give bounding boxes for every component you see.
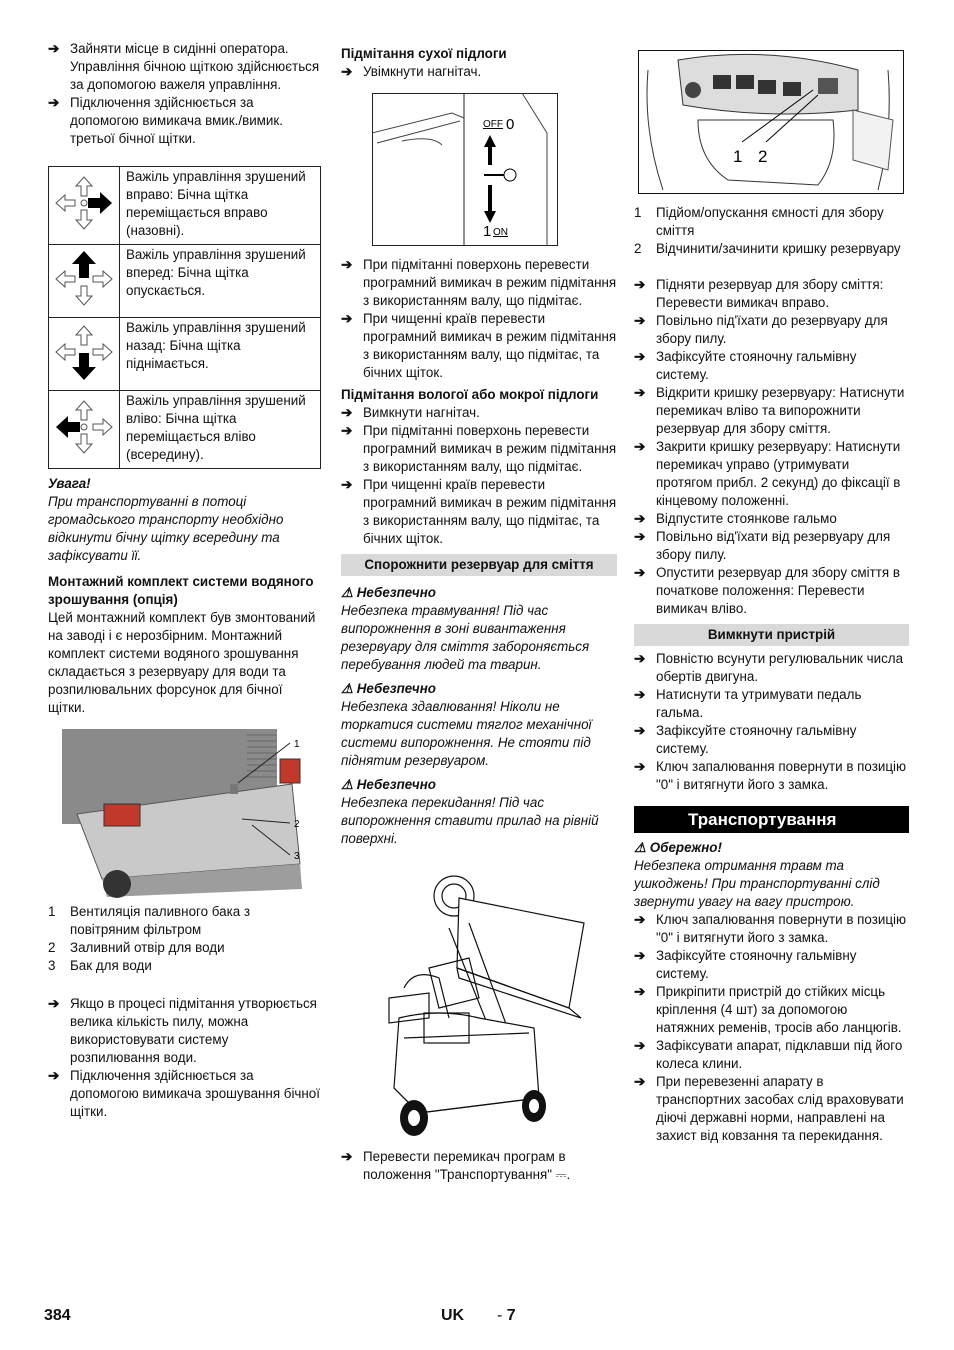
switch-on-label: ON [493, 227, 508, 238]
arrow-bullet-icon: ➔ [634, 511, 646, 526]
water-tank-photo [62, 729, 320, 899]
list-item: ➔ Ключ запалювання повернути в позицію "0" і витягнути його з замка. [634, 912, 907, 945]
transport-heading: Транспортування [634, 806, 909, 833]
column-1 [48, 40, 321, 1121]
legend-item: 3 Бак для води [48, 958, 152, 973]
list-item: ➔ Ключ запалювання повернути в позицію "0" і витягнути його з замка. [634, 759, 907, 792]
callout-2: 2 [758, 147, 768, 166]
list-item: ➔ Зайняти місце в сидінні оператора. Управління бічною щіткою здійснюється за допомогою важеля управління. [48, 41, 320, 92]
arrow-bullet-icon: ➔ [634, 759, 646, 774]
list-item: ➔ При чищенні країв перевести програмний вимикач в режим підмітання з використанням валу, що підмітає, та бічних щіток. [341, 477, 617, 546]
list-item: ➔ Прикріпити пристрій до стійких місць кріплення (4 шт) за допомогою натяжних ременів, тросів або ланцюгів. [634, 984, 902, 1035]
callout-1: 1 [733, 147, 743, 166]
list-item: ➔ Повільно під'їхати до резервуару для збору пилу. [634, 313, 888, 346]
arrow-bullet-icon: ➔ [48, 41, 60, 56]
sweeper-dump-illustration [359, 868, 609, 1138]
arrow-bullet-icon: ➔ [341, 64, 353, 79]
arrow-bullet-icon: ➔ [341, 477, 353, 492]
switch-off-label: OFF [483, 119, 503, 130]
list-item: ➔ Повільно від'їхати від резервуару для збору пилу. [634, 529, 891, 562]
table-row: Важіль управління зрушений вперед: Бічна щітка опускається. [49, 245, 321, 318]
switch-one-label: 1 [483, 223, 492, 240]
callout-1: 1 [294, 739, 300, 750]
arrow-bullet-icon: ➔ [341, 257, 353, 272]
table-row: Важіль управління зрушений назад: Бічна щітка піднімається. [49, 318, 321, 391]
transport-mode-icon: ⎓ [555, 1167, 567, 1182]
arrow-bullet-icon: ➔ [634, 948, 646, 963]
dry-sweeping-heading: Підмітання сухої підлоги [341, 46, 507, 61]
arrow-bullet-icon: ➔ [48, 1068, 60, 1083]
arrow-bullet-icon: ➔ [634, 439, 646, 454]
list-item: ➔ При перевезенні апарату в транспортних засобах слід враховувати діючі державні норми, направлені на захист від ковзання та перекидання. [634, 1074, 904, 1143]
list-item: ➔ Відпустите стоянкове гальмо [634, 511, 837, 526]
legend-item: 1 Вентиляція паливного бака з повітряним фільтром [48, 904, 251, 937]
column-2 [341, 45, 617, 1184]
arrow-bullet-icon: ➔ [634, 651, 646, 666]
list-item: ➔ Відкрити кришку резервуару: Натиснути перемикач вліво та випорожнити резервуар для збору сміття. [634, 385, 905, 436]
warning-triangle-icon: ⚠ [341, 585, 354, 600]
column-3 [634, 50, 909, 1145]
wet-sweeping-heading: Підмітання вологої або мокрої підлоги [341, 387, 599, 402]
arrow-bullet-icon: ➔ [634, 385, 646, 400]
kit-text: Цей монтажний комплект був змонтований на заводі і є нерозбірним. Монтажний комплект системи водяного зрошування складається з резервуару для води та розпилювальних форсунок для бічної щітки. [48, 610, 316, 715]
page-number: 384 [44, 1307, 71, 1324]
danger-label: ⚠ Небезпечно [341, 585, 436, 600]
control-panel-photo [638, 50, 904, 194]
arrow-bullet-icon: ➔ [341, 423, 353, 438]
list-item: ➔ Зафіксуйте стояночну гальмівну систему. [634, 349, 857, 382]
list-item: ➔ Підключення здійснюється за допомогою вимикача вмик./вимик. третьої бічної щітки. [48, 95, 283, 146]
arrow-bullet-icon: ➔ [634, 687, 646, 702]
list-item: ➔ Підняти резервуар для збору сміття: Перевести вимикач вправо. [634, 277, 884, 310]
caution-label: ⚠ Обережно! [634, 840, 722, 855]
arrow-bullet-icon: ➔ [341, 311, 353, 326]
callout-3: 3 [294, 851, 300, 862]
arrow-left-icon [49, 391, 120, 469]
arrow-bullet-icon: ➔ [634, 1074, 646, 1089]
table-row: Важіль управління зрушений вправо: Бічна щітка переміщається вправо (назовні). [49, 167, 321, 245]
danger-text: Небезпека перекидання! Під час випорожнення ставити прилад на рівній поверхні. [341, 795, 599, 846]
list-item: ➔ Увімкнути нагнітач. [341, 64, 482, 79]
list-item: ➔ Зафіксувати апарат, підклавши під його колеса клини. [634, 1038, 903, 1071]
legend-item: 1 Підйом/опускання ємності для збору сміття [634, 205, 884, 238]
list-item: ➔ Зафіксуйте стояночну гальмівну систему. [634, 723, 857, 756]
arrow-bullet-icon: ➔ [48, 996, 60, 1011]
switch-off-heading: Вимкнути пристрій [634, 624, 909, 646]
arrow-up-icon [49, 245, 120, 318]
arrow-bullet-icon: ➔ [634, 349, 646, 364]
danger-text: Небезпека травмування! Під час випорожнення в зоні вивантаження резервуару для сміття забороняється перебування людей та тварин. [341, 603, 590, 672]
danger-label: ⚠ Небезпечно [341, 777, 436, 792]
arrow-right-icon [49, 167, 120, 245]
arrow-bullet-icon: ➔ [634, 277, 646, 292]
list-item: ➔ Опустити резервуар для збору сміття в початкове положення: Перевести вимикач вліво. [634, 565, 900, 616]
list-item: ➔ Перевести перемикач програм в положення "Транспортування" ⎓. [341, 1149, 571, 1182]
list-item: ➔ При чищенні країв перевести програмний вимикач в режим підмітання з використанням валу, що підмітає, та бічних щіток. [341, 311, 617, 380]
note-label: Увага! [48, 476, 91, 491]
legend-item: 2 Відчинити/зачинити кришку резервуару [634, 241, 901, 256]
kit-heading: Монтажний комплект системи водяного зрошування (опція) [48, 574, 314, 607]
arrow-bullet-icon: ➔ [634, 565, 646, 580]
list-item: ➔ Закрити кришку резервуару: Натиснути перемикач управо (утримувати протягом прибл. 2 секунд) до фіксації в кінцевому положенні. [634, 439, 901, 508]
arrow-bullet-icon: ➔ [634, 912, 646, 927]
sub-page-number: - 7 [497, 1307, 516, 1324]
arrow-bullet-icon: ➔ [634, 723, 646, 738]
list-item: ➔ Зафіксуйте стояночну гальмівну систему. [634, 948, 857, 981]
list-item: ➔ При підмітанні поверхонь перевести програмний вимикач в режим підмітання з використанням валу, що підмітає. [341, 423, 617, 474]
arrow-bullet-icon: ➔ [634, 313, 646, 328]
callout-2: 2 [294, 819, 300, 830]
control-lever-table [48, 166, 321, 469]
warning-triangle-icon: ⚠ [634, 840, 647, 855]
switch-zero-label: 0 [506, 116, 515, 133]
arrow-bullet-icon: ➔ [634, 1038, 646, 1053]
arrow-bullet-icon: ➔ [341, 405, 353, 420]
warning-triangle-icon: ⚠ [341, 681, 354, 696]
caution-text: Небезпека отримання травм та ушкоджень! При транспортуванні слід звернути увагу на вагу пристрою. [634, 858, 880, 909]
empty-container-heading: Спорожнити резервуар для сміття [341, 554, 617, 576]
arrow-bullet-icon: ➔ [341, 1149, 353, 1164]
arrow-bullet-icon: ➔ [48, 95, 60, 110]
list-item: ➔ Якщо в процесі підмітання утворюється велика кількість пилу, можна використовувати систему розпилювання води. [48, 996, 317, 1065]
table-row: Важіль управління зрушений вліво: Бічна щітка переміщається вліво (всередину). [49, 391, 321, 469]
danger-label: ⚠ Небезпечно [341, 681, 436, 696]
list-item: ➔ Підключення здійснюється за допомогою вимикача зрошування бічної щітки. [48, 1068, 320, 1119]
list-item: ➔ Натиснути та утримувати педаль гальма. [634, 687, 862, 720]
arrow-down-icon [49, 318, 120, 391]
program-switch-figure [372, 93, 558, 246]
danger-text: Небезпека здавлювання! Ніколи не торкатися системи тяглог механічної системи випорожнення. Не стояти під піднятим резервуаром. [341, 699, 592, 768]
list-item: ➔ Повністю всунути регулювальник числа обертів двигуна. [634, 651, 904, 684]
warning-triangle-icon: ⚠ [341, 777, 354, 792]
list-item: ➔ Вимкнути нагнітач. [341, 405, 480, 420]
language-code: UK [441, 1307, 465, 1324]
arrow-bullet-icon: ➔ [634, 984, 646, 999]
note-text: При транспортуванні в потоці громадського транспорту необхідно відкинути бічну щітку всередину та зафіксувати її. [48, 494, 284, 563]
list-item: ➔ При підмітанні поверхонь перевести програмний вимикач в режим підмітання з використанням валу, що підмітає. [341, 257, 617, 308]
arrow-bullet-icon: ➔ [634, 529, 646, 544]
legend-item: 2 Заливний отвір для води [48, 940, 225, 955]
